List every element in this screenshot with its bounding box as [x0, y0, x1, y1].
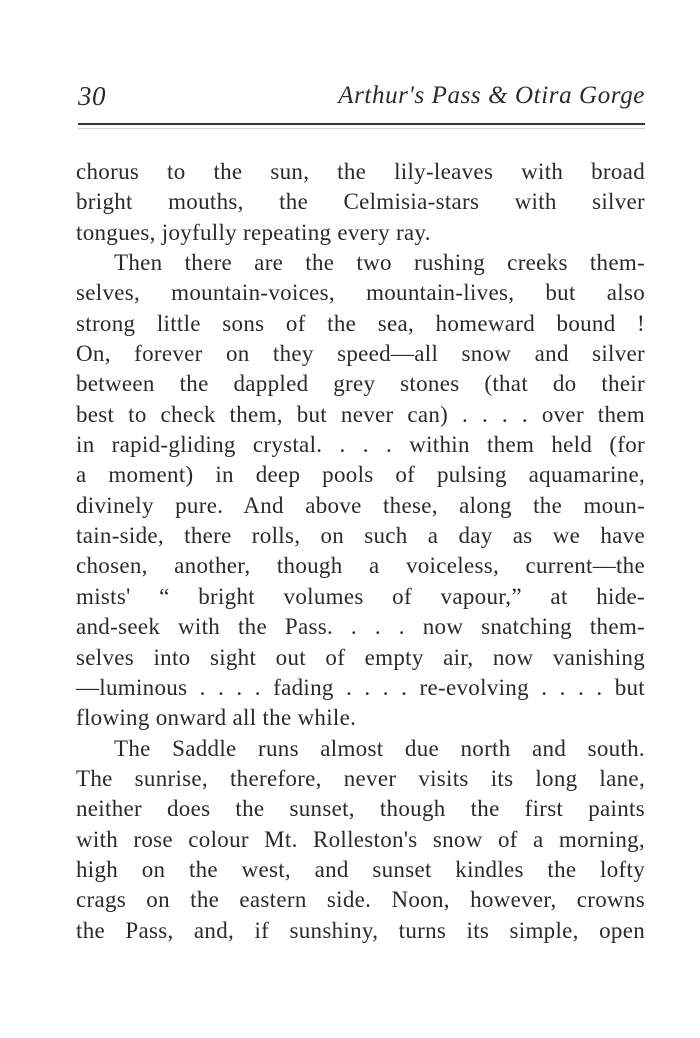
text-line: selves, mountain-voices, mountain-lives, but also: [76, 280, 645, 306]
text-line: with rose colour Mt. Rolleston's snow of a morning,: [76, 826, 645, 852]
text-line: selves into sight out of empty air, now vanishing: [76, 644, 645, 670]
text-line: high on the west, and sunset kindles the lofty: [76, 856, 645, 882]
running-title: Arthur's Pass & Otira Gorge: [338, 82, 645, 109]
text-line: tain-side, there rolls, on such a day as we have: [76, 523, 645, 549]
header-rule-shadow: [78, 128, 645, 129]
text-line: mists' “ bright volumes of vapour,” at hide-: [76, 583, 645, 609]
text-line: neither does the sunset, though the first paints: [76, 796, 645, 822]
text-line: chorus to the sun, the lily-leaves with broad: [76, 159, 645, 184]
body-text: [76, 157, 645, 946]
text-line: bright mouths, the Celmisia-stars with silver: [76, 189, 645, 215]
text-line: a moment) in deep pools of pulsing aquamarine,: [76, 462, 645, 488]
text-line: between the dappled grey stones (that do their: [76, 371, 645, 397]
text-line: the Pass, and, if sunshiny, turns its simple, open: [76, 917, 645, 943]
text-line: best to check them, but never can) . . . . over them: [76, 401, 645, 427]
text-line: The Saddle runs almost due north and south.: [114, 735, 645, 761]
text-line: flowing onward all the while.: [76, 705, 357, 731]
text-line: and-seek with the Pass. . . . now snatching them-: [76, 614, 645, 640]
text-line: chosen, another, though a voiceless, current—the: [76, 553, 645, 579]
page-number: 30: [78, 81, 106, 111]
text-line: crags on the eastern side. Noon, however, crowns: [76, 887, 645, 913]
header-rule: [78, 123, 645, 125]
text-line: On, forever on they speed—all snow and silver: [76, 341, 645, 367]
text-line: Then there are the two rushing creeks them-: [114, 250, 645, 276]
text-line: divinely pure. And above these, along the moun-: [76, 492, 645, 518]
text-line: strong little sons of the sea, homeward bound !: [76, 310, 645, 336]
text-line: The sunrise, therefore, never visits its long lane,: [76, 765, 645, 791]
text-line: in rapid-gliding crystal. . . . within them held (for: [76, 432, 645, 458]
page-header: [78, 80, 645, 120]
text-line: tongues, joyfully repeating every ray.: [76, 219, 431, 245]
text-line: —luminous . . . . fading . . . . re-evolving . . . . but: [76, 674, 645, 700]
